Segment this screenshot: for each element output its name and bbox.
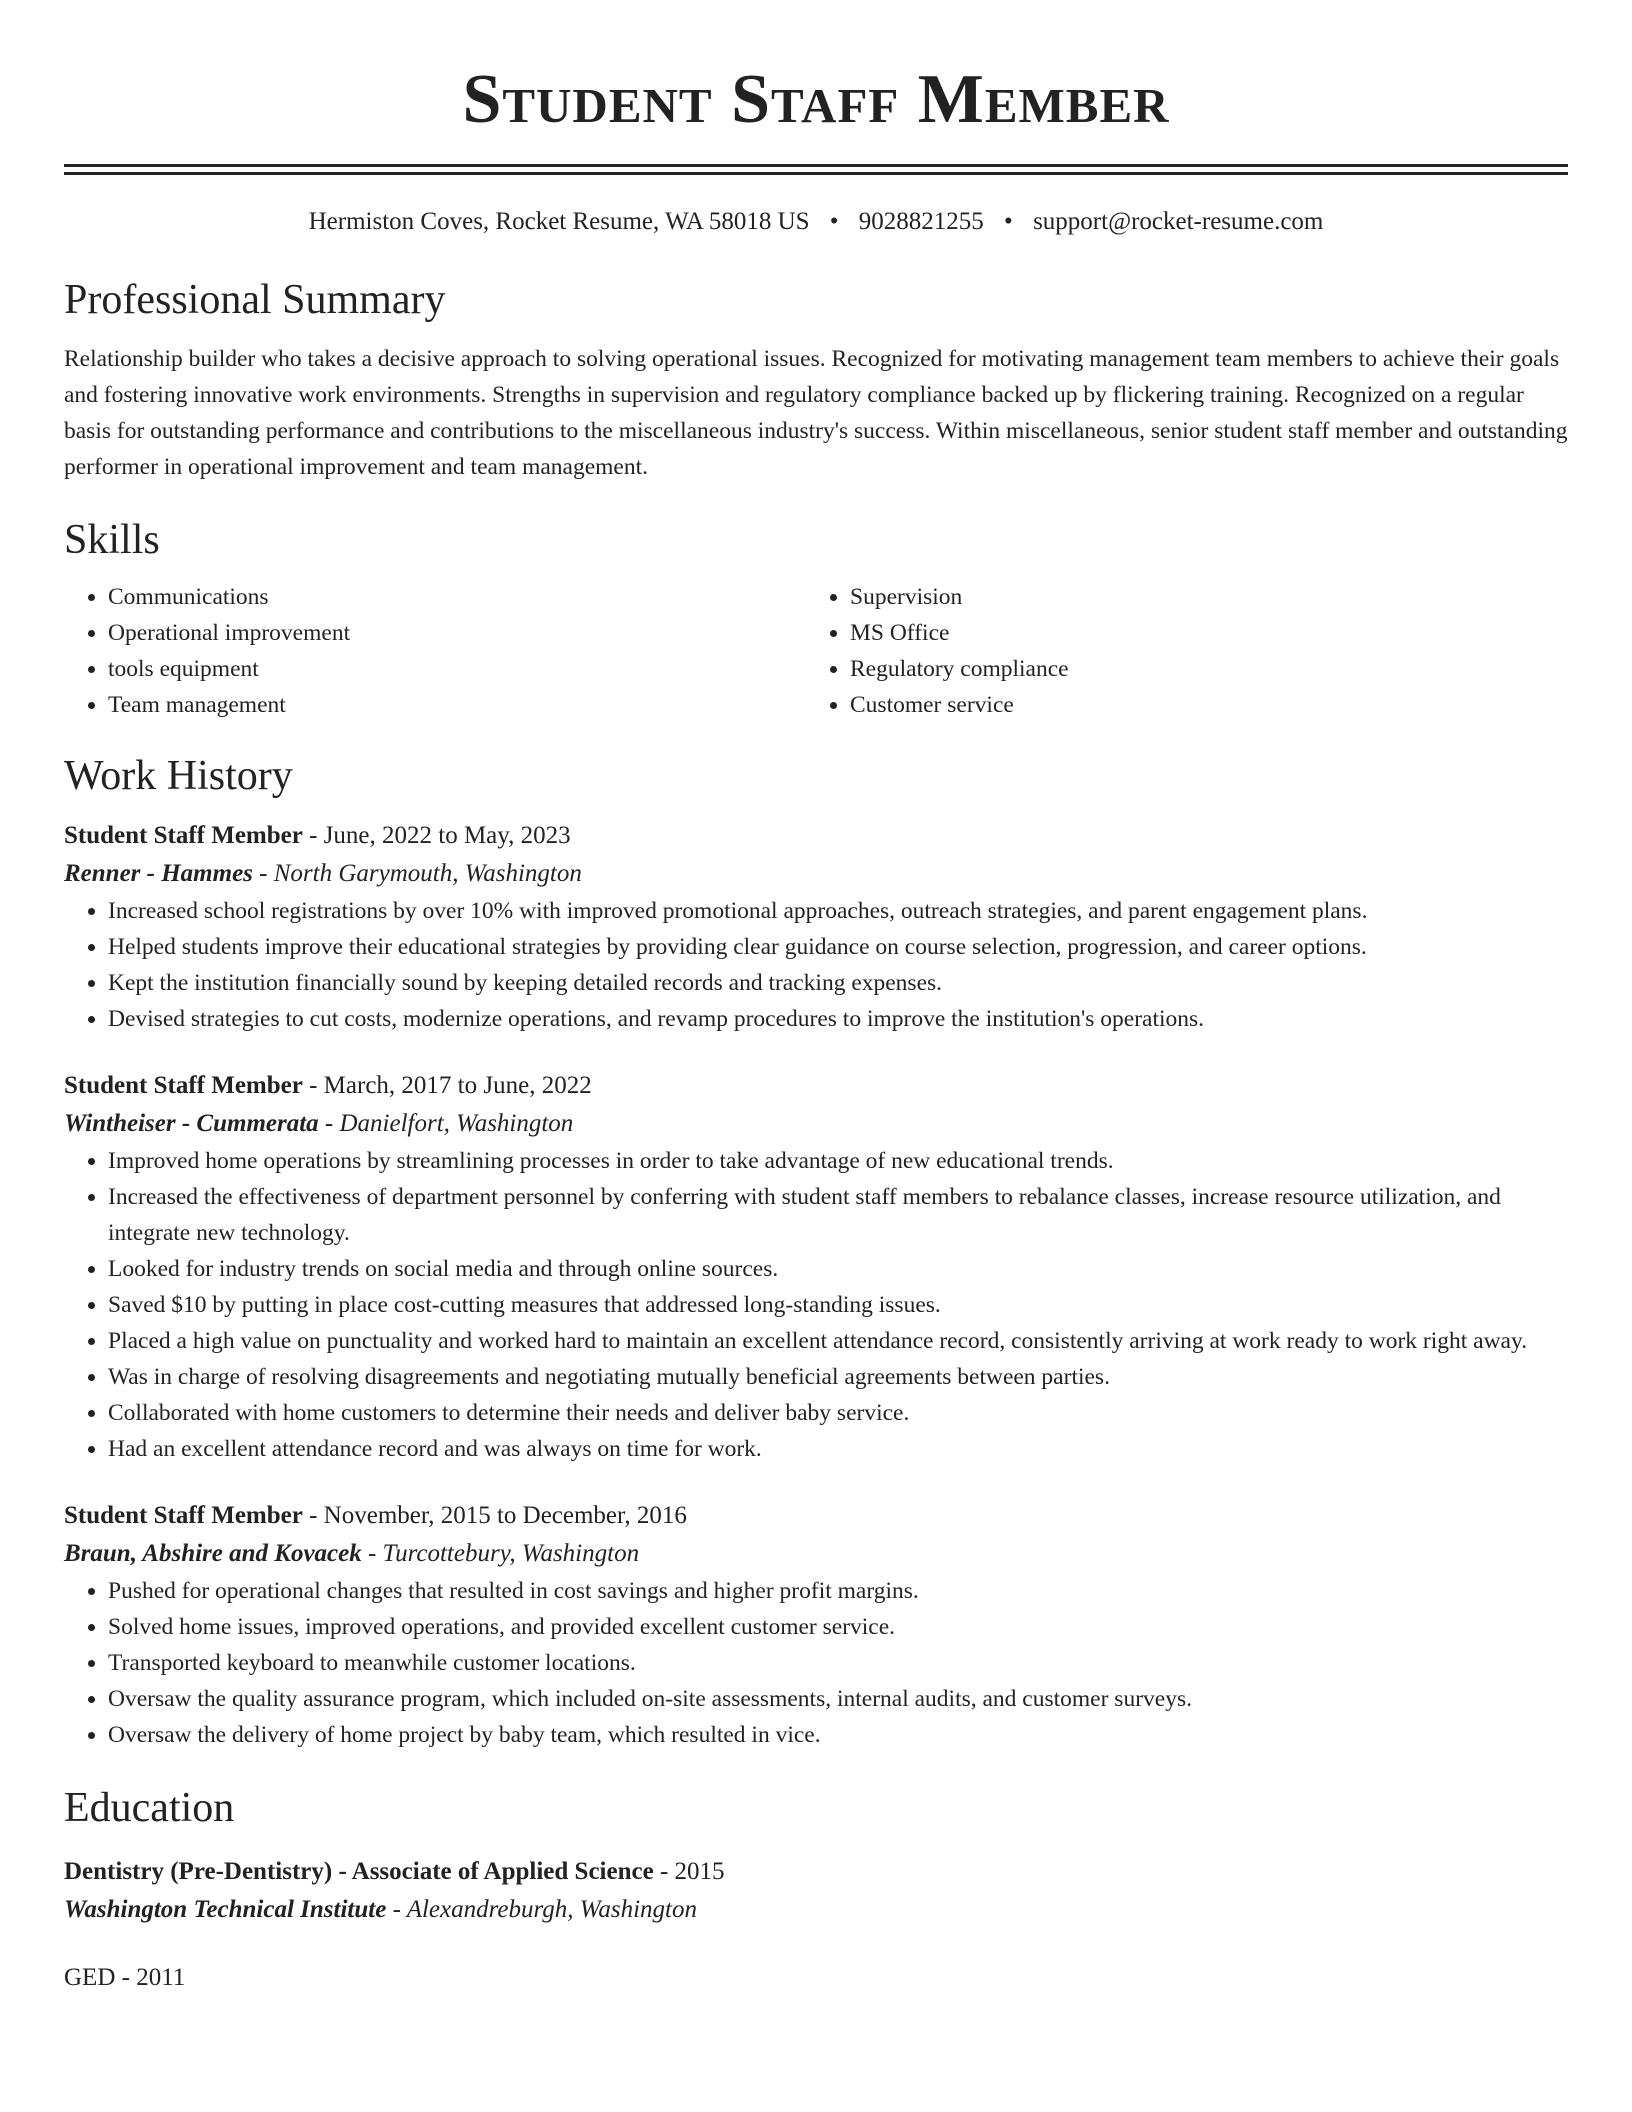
job-duty: • Increased the effectiveness of department personnel by conferring with student staff members to rebalance classes, increase resource utilization, and integrate new technology. [108,1179,1568,1251]
skill-item: • Regulatory compliance [850,651,1548,687]
skill-item: • tools equipment [108,651,806,687]
job-employer [64,1105,1568,1143]
job-role: Student Staff Member [64,1072,303,1099]
education-year: - 2015 [653,1858,725,1885]
job-duty: • Was in charge of resolving disagreements and negotiating mutually beneficial agreements between parties. [108,1359,1568,1395]
contact-separator: • [1004,208,1013,235]
job-duty: • Oversaw the quality assurance program, which included on-site assessments, internal audits, and customer surveys. [108,1681,1568,1717]
job-dates: - March, 2017 to June, 2022 [302,1072,592,1099]
job-duty: • Saved $10 by putting in place cost-cutting measures that addressed long-standing issues. [108,1287,1568,1323]
education-location: - Alexandreburgh, Washington [386,1896,697,1923]
job-location: - North Garymouth, Washington [252,860,582,887]
skill-item: • Supervision [850,579,1548,615]
contact-line [64,205,1568,239]
skills-column-right [806,579,1548,723]
job-entry [64,1067,1568,1467]
job-header [64,1067,1568,1105]
job-company: Wintheiser - Cummerata [64,1110,319,1137]
contact-separator: • [829,208,839,235]
job-entry [64,1497,1568,1753]
job-duty: • Looked for industry trends on social media and through online sources. [108,1251,1568,1287]
job-header [64,1497,1568,1535]
job-duty: • Increased school registrations by over 10% with improved promotional approaches, outreach strategies, and parent engagement plans. [108,893,1568,929]
job-duty: • Helped students improve their educational strategies by providing clear guidance on course selection, progression, and career options. [108,929,1568,965]
job-duties [64,1143,1568,1467]
job-company: Renner - Hammes [64,860,253,887]
summary-text: Relationship builder who takes a decisive approach to solving operational issues. Recognized for motivating management team members to achieve their goals and fostering innovative work environments. Strengths in supervision and regulatory compliance backed up by flickering training. Recognized on a regular basis for outstanding performance and contributions to the miscellaneous industry's success. Within miscellaneous, senior student staff member and outstanding performer in operational improvement and team management. [64,346,1568,480]
skill-item: • MS Office [850,615,1548,651]
job-location: - Danielfort, Washington [318,1110,574,1137]
job-role: Student Staff Member [64,1502,303,1529]
job-duties [64,893,1568,1037]
job-dates: - November, 2015 to December, 2016 [302,1502,687,1529]
education-header [64,1853,1568,1891]
contact-email: support@rocket-resume.com [1033,208,1324,235]
job-entry [64,817,1568,1037]
contact-address: Hermiston Coves, Rocket Resume, WA 58018 US [308,208,810,235]
resume-name: Student Staff Member [462,61,1170,138]
job-employer [64,1535,1568,1573]
job-location: - Turcottebury, Washington [361,1540,640,1567]
education-heading: Education [64,1785,235,1831]
job-duty: • Had an excellent attendance record and was always on time for work. [108,1431,1568,1467]
skill-item: • Operational improvement [108,615,806,651]
skill-item: • Communications [108,579,806,615]
job-duty: • Placed a high value on punctuality and worked hard to maintain an excellent attendance record, consistently arriving at work ready to work right away. [108,1323,1568,1359]
job-duty: • Collaborated with home customers to determine their needs and deliver baby service. [108,1395,1568,1431]
education-entry [64,1853,1568,1929]
job-duty: • Kept the institution financially sound by keeping detailed records and tracking expenses. [108,965,1568,1001]
skill-item: • Team management [108,687,806,723]
job-duties [64,1573,1568,1753]
job-duty: • Pushed for operational changes that resulted in cost savings and higher profit margins. [108,1573,1568,1609]
skills-list [64,579,1568,723]
job-company: Braun, Abshire and Kovacek [64,1540,362,1567]
skills-heading: Skills [64,517,160,563]
job-duty: • Devised strategies to cut costs, modernize operations, and revamp procedures to improve the institution's operations. [108,1001,1568,1037]
education-school: Washington Technical Institute [64,1896,387,1923]
job-dates: - June, 2022 to May, 2023 [302,822,571,849]
education-degree: Dentistry (Pre-Dentistry) - Associate of Applied Science [64,1858,654,1885]
work-history-heading: Work History [64,753,293,799]
job-header [64,817,1568,855]
job-role: Student Staff Member [64,822,303,849]
job-duty: • Oversaw the delivery of home project by baby team, which resulted in vice. [108,1717,1568,1753]
education-institution [64,1891,1568,1929]
summary-heading: Professional Summary [64,277,446,323]
header-divider [64,164,1568,175]
education-extra: GED - 2011 [64,1964,186,1991]
skill-item: • Customer service [850,687,1548,723]
job-employer [64,855,1568,893]
contact-phone: 9028821255 [858,208,984,235]
job-duty: • Improved home operations by streamlining processes in order to take advantage of new educational trends. [108,1143,1568,1179]
job-duty: • Transported keyboard to meanwhile customer locations. [108,1645,1568,1681]
skills-column-left [64,579,806,723]
job-duty: • Solved home issues, improved operations, and provided excellent customer service. [108,1609,1568,1645]
